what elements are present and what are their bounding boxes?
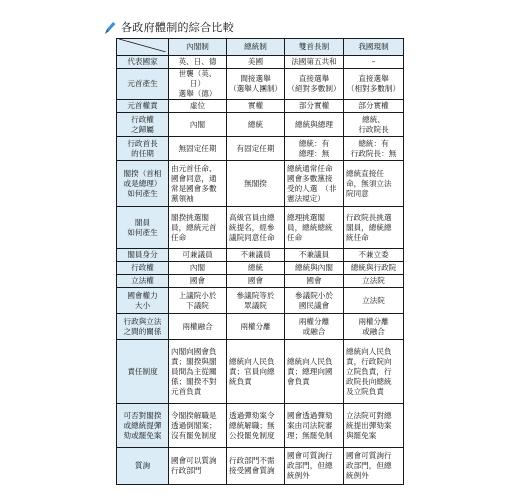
- table-cell: 直接選舉 （絕對多數制）: [285, 69, 344, 100]
- table-row: [117, 207, 404, 249]
- table-cell: –: [344, 56, 404, 69]
- table-cell: 總統與總理: [285, 113, 344, 137]
- table-row: [117, 340, 404, 404]
- table-cell: 不兼議員: [227, 249, 285, 262]
- table-cell: 立法院可對總 統提出彈劾案 與罷免案: [344, 404, 404, 448]
- table-row: [117, 113, 404, 137]
- table-row: [117, 161, 404, 207]
- table-row: [117, 275, 404, 288]
- row-header: 代表國家: [117, 56, 169, 69]
- table-cell: 國會可質詢行 政部門，但總 統例外: [344, 448, 404, 485]
- table-row: [117, 404, 404, 448]
- table-cell: 美國: [227, 56, 285, 69]
- table-cell: 不兼立委: [344, 249, 404, 262]
- table-cell: 立法院: [344, 288, 404, 314]
- table-cell: 高級官員由總 統提名，經參 議院同意任命: [227, 207, 285, 249]
- column-header: 總統制: [227, 39, 285, 56]
- table-cell: 國會可以質詢 行政部門: [169, 448, 227, 485]
- row-header: 閣員身分: [117, 249, 169, 262]
- table-row: [117, 56, 404, 69]
- table-cell: 兩權分離 或融合: [285, 314, 344, 340]
- row-header: 行政與立法 之間的關係: [117, 314, 169, 340]
- corner-cell: [117, 39, 169, 56]
- table-cell: 部分實權: [285, 100, 344, 113]
- table-cell: 內閣向國會負 責；閣揆與閣 員間為主從關 係；閣揆不對 元首負責: [169, 340, 227, 404]
- table-cell: 英、日、德: [169, 56, 227, 69]
- table-cell: 國會可質詢行 政部門，但總 統例外: [285, 448, 344, 485]
- column-header: 我國現制: [344, 39, 404, 56]
- table-cell: 行政院長挑選 閣員，總統總 統任命: [344, 207, 404, 249]
- pencil-icon: [103, 20, 117, 36]
- table-row: [117, 262, 404, 275]
- table-row: [117, 288, 404, 314]
- row-header: 閣揆（首相 或是總理） 如何產生: [117, 161, 169, 207]
- table-cell: 總統: [227, 262, 285, 275]
- table-row: [117, 69, 404, 100]
- comparison-table: [116, 38, 404, 485]
- table-cell: 法國第五共和: [285, 56, 344, 69]
- table-row: [117, 448, 404, 485]
- table-cell: 閣揆挑選閣 員，總統元首 任命: [169, 207, 227, 249]
- row-header: 立法權: [117, 275, 169, 288]
- table-cell: 國會透過彈劾 案由司法院審 理；無罷免制: [285, 404, 344, 448]
- table-cell: 兩權分離: [227, 314, 285, 340]
- table-cell: 無固定任期: [169, 137, 227, 161]
- row-header: 行政首長 的任期: [117, 137, 169, 161]
- table-cell: 兩權融合: [169, 314, 227, 340]
- table-row: [117, 314, 404, 340]
- row-header: 質詢: [117, 448, 169, 485]
- table-cell: 總統通常任命 國會多數黨接 受的人選 （非 憲法規定）: [285, 161, 344, 207]
- table-cell: 國會: [169, 275, 227, 288]
- table-cell: 總統：有 總理：無: [285, 137, 344, 161]
- table-cell: 直接選舉 （相對多數制）: [344, 69, 404, 100]
- table-cell: 總統：有 行政院長：無: [344, 137, 404, 161]
- table-cell: 不兼議員: [285, 249, 344, 262]
- table-cell: 無閣揆: [227, 161, 285, 207]
- table-row: [117, 249, 404, 262]
- table-cell: 行政部門不需 接受國會質詢: [227, 448, 285, 485]
- row-header: 閣員 如何產生: [117, 207, 169, 249]
- page-title: [103, 20, 234, 36]
- row-header: 元首產生: [117, 69, 169, 100]
- table-cell: 內閣: [169, 113, 227, 137]
- table-cell: 總統與行政院: [344, 262, 404, 275]
- row-header: 元首權責: [117, 100, 169, 113]
- row-header: 責任制度: [117, 340, 169, 404]
- table-cell: 總理挑選閣 員，總統總統 任命: [285, 207, 344, 249]
- table-cell: 總統: [227, 113, 285, 137]
- row-header: 行政權: [117, 262, 169, 275]
- table-row: [117, 100, 404, 113]
- table-cell: 兩權分離 或融合: [344, 314, 404, 340]
- column-header: 內閣制: [169, 39, 227, 56]
- table-cell: 可兼議員: [169, 249, 227, 262]
- table-cell: 總統直接任 命，無須立法 院同意: [344, 161, 404, 207]
- table-cell: 總統向人民負 責；總理向國 會負責: [285, 340, 344, 404]
- column-header: 雙首長制: [285, 39, 344, 56]
- table-cell: 總統與內閣: [285, 262, 344, 275]
- table-cell: 總統、 行政院長: [344, 113, 404, 137]
- title-text: 各政府體制的綜合比較: [121, 21, 234, 34]
- table-cell: 上議院小於 下議院: [169, 288, 227, 314]
- table-cell: 透過彈劾案令 總統解職；無 公投罷免制度: [227, 404, 285, 448]
- row-header: 可否對閣揆 或總統提彈 劾或罷免案: [117, 404, 169, 448]
- table-cell: 由元首任命、 國會同意，通 常是國會多數 黨領袖: [169, 161, 227, 207]
- table-cell: 總統向人民負 責；官員向總 統負責: [227, 340, 285, 404]
- table-cell: 立法院: [344, 275, 404, 288]
- row-header: 行政權 之歸屬: [117, 113, 169, 137]
- table-cell: 間接選舉 （選舉人團制）: [227, 69, 285, 100]
- table-row: [117, 137, 404, 161]
- table-cell: 虛位: [169, 100, 227, 113]
- table-cell: 有固定任期: [227, 137, 285, 161]
- table-cell: 國會: [285, 275, 344, 288]
- table-cell: 參議院小於 國民議會: [285, 288, 344, 314]
- corner-diagonal: [119, 39, 166, 52]
- table-body: [117, 56, 404, 485]
- table-cell: 世襲（英、日） 選舉（德）: [169, 69, 227, 100]
- table-cell: 實權: [227, 100, 285, 113]
- table-cell: 部分實權: [344, 100, 404, 113]
- table-cell: 總統向人民負 責，行政院向 立院負責，行 政院長向總統 及立院負責: [344, 340, 404, 404]
- row-header: 國會權力 大小: [117, 288, 169, 314]
- table-cell: 令閣揆解職是 透過倒閣案； 沒有罷免制度: [169, 404, 227, 448]
- table-cell: 內閣: [169, 262, 227, 275]
- table-cell: 參議院等於 眾議院: [227, 288, 285, 314]
- table-cell: 國會: [227, 275, 285, 288]
